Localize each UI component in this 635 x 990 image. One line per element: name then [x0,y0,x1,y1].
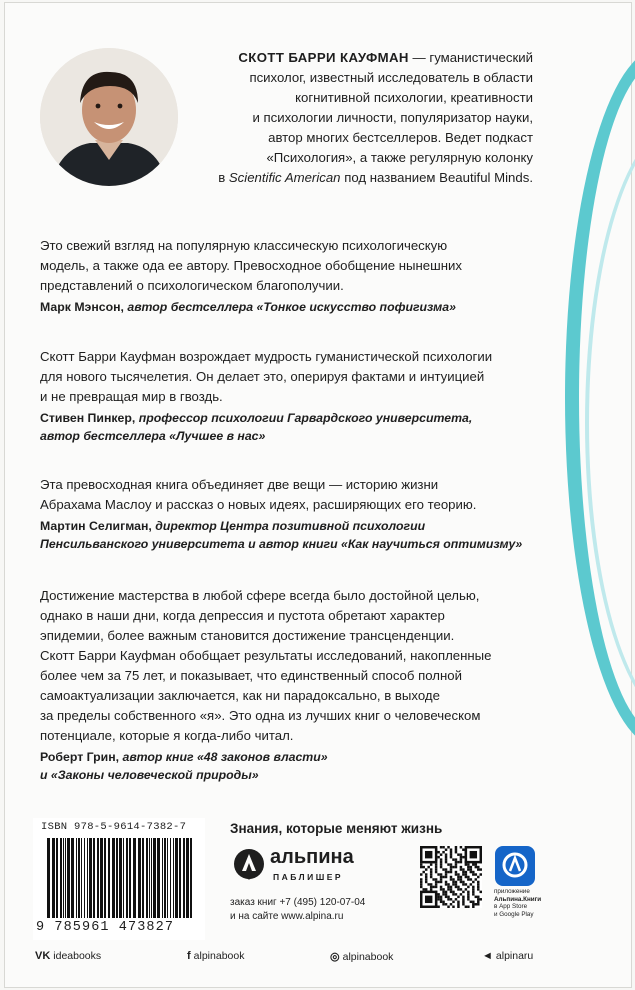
order-phone: заказ книг +7 (495) 120-07-04 [230,897,366,908]
quote-2 [40,347,520,445]
isbn-label: ISBN 978-5-9614-7382-7 [41,821,187,833]
quote-line: Скотт Барри Кауфман обобщает результаты исследований, накопленные [40,648,492,663]
social-handle: ideabooks [53,950,102,962]
author-bio [193,48,533,188]
publisher-name: альпина [270,846,354,868]
quote-line: потенциале, которые я когда-либо читал. [40,728,294,743]
bio-line: «Психология», а также регулярную колонку [266,150,533,165]
author-desc: профессор психологии Гарвардского университета, [138,411,473,425]
social-facebook[interactable] [187,950,244,962]
social-handle: alpinaru [495,950,534,962]
author-desc: директор Центра позитивной психологии [155,519,426,533]
author-desc: автор бестселлера «Тонкое искусство пофигизма» [127,300,456,314]
app-line: Альпина.Книги [494,895,542,903]
quote-line: и не превращая мир в гвоздь. [40,389,223,404]
quote-line: за пределы собственного «я». Это одна из лучших книг о человеческом [40,708,481,723]
app-caption [494,888,554,918]
qr-code-icon [420,846,482,908]
quote-4 [40,586,530,784]
bio-text: под названием Beautiful Minds. [340,170,533,185]
telegram-icon: ◄ [482,950,493,962]
quote-line: для нового тысячелетия. Он делает это, оперируя фактами и интуицией [40,369,485,384]
quote-line: Абрахама Маслоу и рассказ о новых идеях, расширяющих его теорию. [40,497,477,512]
bio-line [193,168,533,188]
quote-line: представлений о психологическом благополучии. [40,278,344,293]
quote-line: самоактуализации заключается, как ни парадоксально, в выходе [40,688,440,703]
quote-line: Это свежий взгляд на популярную классическую психологическую [40,238,448,253]
publisher-logo [233,847,393,887]
quote-line: Достижение мастерства в любой сфере всегда было достойной целью, [40,588,480,603]
instagram-icon: ◎ [330,951,340,963]
barcode-bars [47,838,197,920]
app-line: и Google Play [494,910,534,918]
vk-icon: VK [35,950,51,962]
app-line: в App Store [494,903,528,910]
social-telegram[interactable] [482,950,533,962]
order-info [230,896,365,924]
quote-author [40,299,520,317]
quote-3 [40,475,530,553]
quote-line: Эта превосходная книга объединяет две вещи — историю жизни [40,477,439,492]
bio-italic: Scientific American [228,170,341,185]
order-site: и на сайте www.alpina.ru [230,911,344,922]
author-desc: и «Законы человеческой природы» [40,767,259,782]
author-desc: автор бестселлера «Лучшее в нас» [40,428,266,443]
author-desc: Пенсильванского университета и автор книги «Как научиться оптимизму» [40,536,523,551]
bio-line: психолог, известный исследователь в области [249,70,533,85]
author-name: Стивен Пинкер, [40,411,136,425]
quote-line: более чем за 75 лет, и показывает, что единственный способ полной [40,668,462,683]
social-handle: alpinabook [342,950,394,963]
author-photo [40,48,178,186]
social-handle: alpinabook [193,950,245,962]
publisher-sub: ПАБЛИШЕР [273,872,344,882]
qr-code [420,846,482,908]
quote-line: Скотт Барри Кауфман возрождает мудрость гуманистической психологии [40,349,493,364]
bio-text: в [218,170,229,185]
app-line: приложение [494,888,530,895]
bio-line: когнитивной психологии, креативности [295,90,533,105]
bio-line: — гуманистический [412,50,533,65]
author-name: Марк Мэнсон, [40,300,124,314]
social-vk[interactable] [35,950,101,962]
quote-line: однако в наши дни, когда депрессия и пустота обретают характер [40,608,445,623]
bio-line: и психологии личности, популяризатор науки, [252,110,533,125]
social-instagram[interactable] [330,950,393,963]
author-name: Роберт Грин, [40,750,120,764]
quote-author [40,518,530,553]
author-desc: автор книг «48 законов власти» [122,750,328,764]
barcode-digits: 9 785961 473827 [36,920,175,935]
bio-line: автор многих бестселлеров. Ведет подкаст [268,130,533,145]
author-name: Мартин Селигман, [40,519,152,533]
quote-line: эпидемии, более важным становится достижение трансценденции. [40,628,455,643]
author-name: СКОТТ БАРРИ КАУФМАН [238,50,409,65]
quote-author [40,749,530,784]
publisher-slogan: Знания, которые меняют жизнь [230,821,443,836]
quote-line: модель, а также ода ее автору. Превосходное обобщение нынешних [40,258,462,273]
facebook-icon: f [187,950,191,962]
quote-1 [40,236,520,317]
app-logo-icon [495,846,535,886]
alpina-logo-icon [233,847,265,885]
quote-author [40,410,520,445]
isbn-barcode [33,818,205,940]
